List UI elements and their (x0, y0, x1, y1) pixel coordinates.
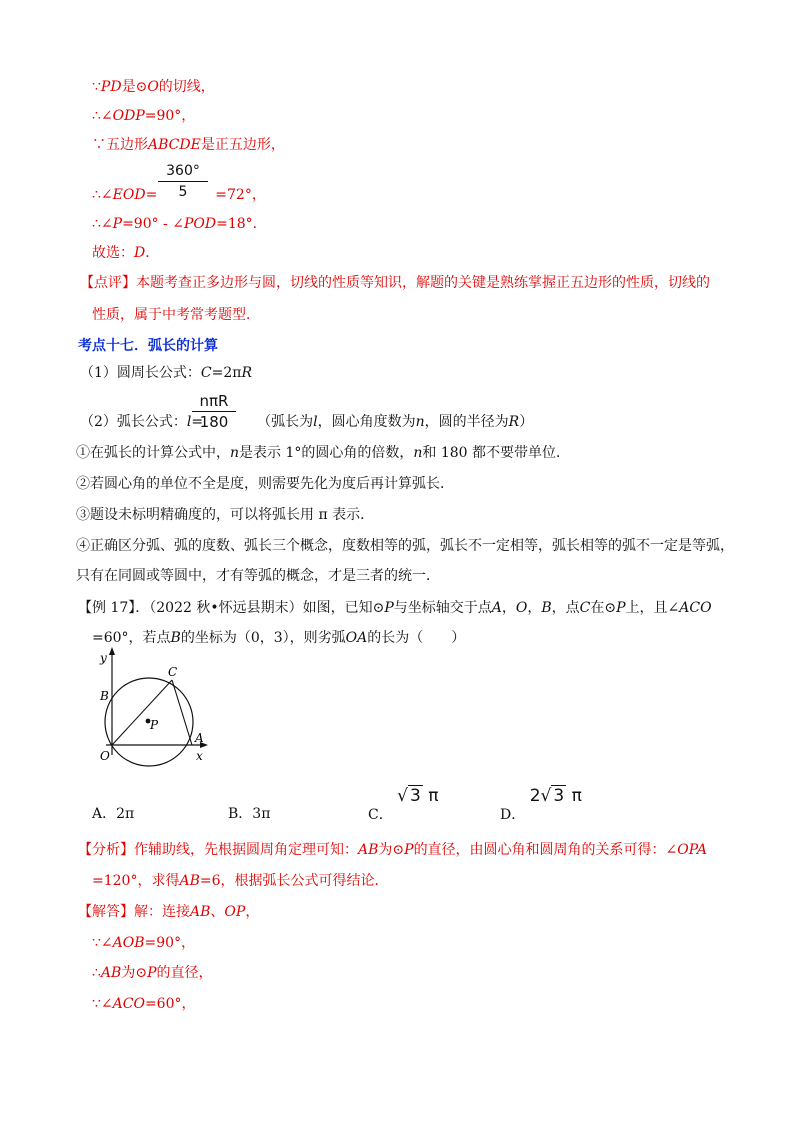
text: 只有在同圆或等圆中，才有等弧的概念，才是三者的统一． (76, 568, 440, 584)
text: ， (501, 600, 516, 616)
text: 故选： (92, 245, 134, 261)
text: P (147, 965, 157, 981)
text: AB (190, 904, 211, 920)
text: C (579, 600, 591, 616)
text: =60°，若点 (92, 630, 171, 646)
text: ） (519, 414, 534, 430)
option-letter: C． (368, 807, 393, 823)
option-d[interactable] (500, 784, 582, 824)
text: 上，且∠ (625, 600, 680, 616)
segment-ca (172, 680, 192, 745)
text: 的坐标为（0，3），则劣弧 (180, 630, 346, 646)
option-letter: B． (228, 806, 253, 822)
text: AOB (112, 935, 145, 951)
text: ①在弧长的计算公式中， (76, 445, 230, 461)
text: O (147, 79, 159, 95)
label-a: A (195, 731, 204, 745)
text: R (508, 414, 520, 430)
text: =18°． (216, 216, 267, 232)
text: 作辅助线，先根据圆周角定理可知： (134, 842, 358, 858)
option-value: 2π (116, 806, 135, 822)
text: 和 180 都不要带单位． (422, 445, 571, 461)
fraction-denominator: 5 (178, 184, 188, 200)
sqrt-radicand: 3 (553, 786, 565, 806)
text: ∵五边形 (92, 137, 148, 153)
text: =2π (211, 365, 242, 381)
solution-line-1 (92, 77, 215, 97)
text: P (112, 216, 123, 232)
label-o: O (100, 749, 110, 763)
text: A (491, 600, 502, 616)
answer-line-4 (92, 994, 196, 1014)
text: （弧长为 (257, 414, 314, 430)
text: ，圆的半径为 (424, 414, 509, 430)
text: ②若圆心角的单位不全是度，则需要先化为度后再计算弧长． (76, 476, 454, 492)
option-value: √ 3 π (397, 786, 439, 806)
text: n (415, 414, 425, 430)
note-4-line-1 (76, 536, 734, 556)
text: ， (245, 904, 260, 920)
answer-line-1 (78, 902, 259, 922)
label-y: y (100, 651, 107, 665)
text: n (413, 445, 423, 461)
fraction-denominator: 180 (199, 413, 229, 431)
text: OPA (677, 842, 708, 858)
option-letter: A． (92, 806, 117, 822)
text: 是正五边形， (200, 137, 285, 153)
fraction-numerator: nπR (199, 392, 229, 410)
text: POD (183, 216, 217, 232)
text: ABCDE (148, 137, 201, 153)
example-line-1 (78, 598, 712, 618)
text: ∵∠ (92, 935, 113, 951)
solution-line-3 (92, 135, 285, 155)
text: ∵∠ (92, 996, 113, 1012)
text: 考点十七．弧长的计算 (78, 338, 218, 354)
text: 为⊙ (121, 965, 148, 981)
section-title (78, 336, 218, 356)
text: ③题设未标明精确度的，可以将弧长用 π 表示． (76, 507, 375, 523)
text: OP (224, 904, 246, 920)
note-4-line-2 (76, 566, 440, 586)
text: = (191, 414, 204, 430)
text: ∴∠ (92, 108, 113, 124)
text: 的直径， (156, 965, 213, 981)
text: ∴ (92, 965, 101, 981)
note-1 (76, 443, 570, 463)
answer-line-2 (92, 933, 195, 953)
text: （2）弧长公式： (80, 414, 187, 430)
text: =90° - ∠ (122, 216, 184, 232)
text: 、 (210, 904, 225, 920)
option-value: 2√ 3 π (529, 786, 582, 806)
text: ， (527, 600, 542, 616)
label-x: x (196, 749, 203, 763)
text: 是表示 1°的圆心角的倍数， (239, 445, 414, 461)
text: l (313, 414, 318, 430)
text: （1）圆周长公式： (80, 365, 201, 381)
example-tag: 【例 17】 (78, 600, 136, 616)
text: ODP (112, 108, 145, 124)
text: O (515, 600, 528, 616)
text: PD (100, 79, 122, 95)
text: ∴∠ (92, 216, 113, 232)
answer-tag: 【解答】 (78, 904, 134, 920)
text: R (241, 365, 253, 381)
label-b: B (100, 689, 109, 703)
analysis-tag: 【分析】 (78, 842, 134, 858)
text: B (170, 630, 181, 646)
text: ∵ (92, 79, 101, 95)
text: ． (145, 245, 160, 261)
text: =72°， (215, 187, 266, 203)
option-b[interactable] (228, 803, 270, 823)
text: ④正确区分弧、弧的度数、弧长三个概念，度数相等的弧，弧长不一定相等，弧长相等的弧不一定是等弧， (76, 538, 734, 554)
formula-arc-length (80, 412, 533, 432)
text: 在⊙ (590, 600, 617, 616)
solution-line-2 (92, 106, 195, 126)
analysis-line-1 (78, 840, 707, 860)
text: 与坐标轴交于点 (393, 600, 492, 616)
text: = (145, 187, 158, 203)
text: ，点 (551, 600, 580, 616)
text: =120°，求得 (92, 873, 180, 889)
comment-line-2 (92, 305, 260, 325)
solution-line-6 (92, 243, 159, 263)
text: 的切线， (158, 79, 215, 95)
solution-line-5 (92, 214, 267, 234)
text: 解：连接 (134, 904, 190, 920)
formula-circumference (80, 363, 252, 383)
answer-line-3 (92, 963, 212, 983)
text: AB (100, 965, 122, 981)
comment-tag: 【点评】 (80, 275, 136, 291)
sqrt-radicand: 3 (410, 786, 421, 806)
text: 的长为（ ） (367, 630, 466, 646)
text: =6，根据弧长公式可得结论． (199, 873, 389, 889)
text: 本题考查正多边形与圆，切线的性质等知识，解题的关键是熟练掌握正五边形的性质，切线的 (136, 275, 710, 291)
circle-figure (90, 645, 210, 770)
text: ∴∠ (92, 187, 113, 203)
option-c[interactable] (368, 784, 439, 824)
text: ，圆心角度数为 (317, 414, 416, 430)
text: ．（2022 秋•怀远县期末）如图，已知⊙ (135, 600, 385, 616)
text: EOD (112, 187, 146, 203)
text: OA (345, 630, 368, 646)
pi-symbol: π (571, 786, 582, 806)
solution-line-4 (92, 185, 266, 205)
text: AB (358, 842, 379, 858)
text: l (186, 414, 192, 430)
note-3 (76, 505, 374, 525)
text: ACO (112, 996, 145, 1012)
text: 是⊙ (121, 79, 148, 95)
fraction-numerator: 360° (166, 163, 200, 179)
text: D (134, 245, 146, 261)
analysis-line-2 (92, 871, 389, 891)
text: B (541, 600, 552, 616)
text: P (384, 600, 394, 616)
y-axis-arrow (109, 647, 115, 655)
text: 的直径，由圆心角和圆周角的关系可得：∠ (413, 842, 678, 858)
text: P (404, 842, 414, 858)
comment-line-1 (80, 273, 710, 293)
text: =60°， (144, 996, 196, 1012)
text: =90°， (144, 108, 196, 124)
fraction-bar (158, 181, 208, 182)
label-p: P (150, 718, 159, 732)
text: =90°， (144, 935, 196, 951)
text: 性质，属于中考常考题型． (92, 307, 260, 323)
label-c: C (168, 665, 178, 679)
text: n (230, 445, 240, 461)
note-2 (76, 474, 454, 494)
text: 为⊙ (378, 842, 405, 858)
text: ACO (679, 600, 712, 616)
pi-symbol: π (428, 786, 439, 806)
sqrt-coefficient: 2 (529, 786, 541, 806)
text: AB (179, 873, 200, 889)
segment-oc (112, 680, 172, 745)
text: P (616, 600, 626, 616)
text: C (200, 365, 212, 381)
option-a[interactable] (92, 803, 134, 823)
option-value: 3π (252, 806, 271, 822)
option-letter: D． (500, 807, 526, 823)
